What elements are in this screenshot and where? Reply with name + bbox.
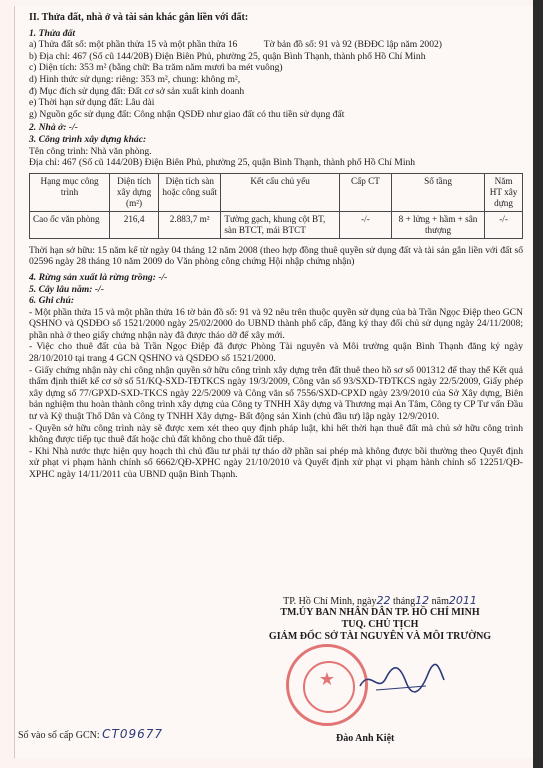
land-use-purpose: đ) Mục đích sử dụng đất: Đất cơ sở sản xuất kinh doanh: [29, 85, 245, 97]
col-header-grade: Cấp CT: [339, 173, 391, 211]
section-title: II. Thửa đất, nhà ở và tài sản khác gắn liền với đất:: [29, 12, 249, 23]
land-address: b) Địa chỉ: 467 (Số cũ 144/20B) Điện Biên Phủ, phường 25, quận Bình Thạnh, thành phố Hồ Chí Minh: [29, 50, 426, 62]
perennial-title: 5. Cây lâu năm: -/-: [29, 283, 104, 295]
col-header-floor-area: Diện tích sàn hoặc công suất: [159, 173, 221, 211]
house-title: 2. Nhà ở: -/-: [29, 122, 78, 134]
place-date-prefix: TP. Hồ Chí Minh, ngày: [283, 596, 377, 607]
col-header-item: Hạng mục công trình: [30, 173, 110, 211]
sign-year: 2011: [448, 594, 477, 607]
note-item-4: - Quyền sở hữu công trình này sẽ được xem xét theo quy định pháp luật, khi hết thời hạn thuê đất mà chủ sở hữu công trình không được tiếp tục thuê đất hoặc chủ đất không cho thuê đất tiếp.: [29, 422, 523, 446]
note-item-3: - Giấy chứng nhận này chỉ công nhận quyền sở hữu công trình xây dựng trên đất thuê theo hồ sơ số 001312 để thay thế Kết quả thẩm định thiết kế cơ sở số 51/KQ-SXD-TĐTKCS ngày 19/3/2009, Công văn số 93/SXD-TĐTKCS ngày 22/5/2009, Giấy phép xây dựng số 77/GPXD-SXD-TKCS ngày 22/5/2009 và Công văn số 7556/SXD-CPXD ngày 23/9/2010 của Sở Xây dựng, Biên bản nghiệm thu hoàn thành công trình xây dựng của Công ty TNHH Xây dựng và Thương mại An Tâm, Công ty CP Tư vấn Đầu tư và Kỹ thuật Thổ Dân và Công ty TNHH Xây dựng- Bất động sản Xinh (chủ đầu tư) lập ngày 12/9/2010.: [29, 364, 523, 423]
cell-build-area: 216,4: [110, 211, 159, 238]
year-word: năm: [431, 596, 449, 607]
register-label: Số vào sổ cấp GCN:: [18, 730, 100, 741]
sign-day: 22: [376, 594, 391, 607]
handwritten-signature: [356, 660, 446, 700]
table-row: [30, 211, 523, 238]
place-date: [250, 594, 510, 607]
sign-month: 12: [415, 594, 430, 607]
works-table-header: [30, 173, 523, 211]
works-title: 3. Công trình xây dựng khác:: [29, 133, 147, 145]
col-header-structure: Kết cấu chủ yếu: [221, 173, 340, 211]
works-table: [29, 173, 523, 239]
director-title: GIÁM ĐỐC SỞ TÀI NGUYÊN VÀ MÔI TRƯỜNG: [268, 631, 492, 642]
land-parcel: [29, 39, 523, 51]
ownership-term: Thời hạn sở hữu: 15 năm kể từ ngày 04 tháng 12 năm 2008 (theo hợp đồng thuê quyền sử dụng đất và tài sản gắn liền với đất số 02596 ngày 28 tháng 10 năm 2009 do Văn phòng công chứng Hội nhập chứng nhận): [29, 244, 523, 268]
register-number: [18, 727, 163, 741]
month-word: tháng: [392, 596, 416, 607]
col-header-build-area: Diện tích xây dựng (m²): [110, 173, 159, 211]
seal-star-icon: ★: [318, 669, 336, 689]
land-area: c) Diện tích: 353 m² (bằng chữ: Ba trăm năm mươi ba mét vuông): [29, 62, 283, 74]
land-map-sheet: Tờ bản đồ số: 91 và 92 (BĐĐC lập năm 2002): [263, 39, 443, 51]
authorization-line: TUQ. CHỦ TỊCH: [341, 619, 419, 630]
cell-year: -/-: [485, 211, 523, 238]
cell-item: Cao ốc văn phòng: [30, 211, 110, 238]
land-use-term: e) Thời hạn sử dụng đất: Lâu dài: [29, 97, 155, 109]
land-parcel-number: a) Thửa đất số: một phần thửa 15 và một phần thửa 16: [29, 39, 238, 51]
forest-title: 4. Rừng sản xuất là rừng trồng: -/-: [29, 271, 168, 283]
col-header-floors: Số tầng: [391, 173, 484, 211]
authority-line: TM.ỦY BAN NHÂN DÂN TP. HỒ CHÍ MINH: [280, 607, 480, 618]
cell-structure: Tường gạch, khung cột BT, sàn BTCT, mái BTCT: [221, 211, 340, 238]
certificate-page: [14, 6, 534, 758]
col-header-year: Năm HT xây dựng: [485, 173, 523, 211]
land-use-form: d) Hình thức sử dụng: riêng: 353 m², chung: không m²,: [29, 73, 241, 85]
land-origin: g) Nguồn gốc sử dụng đất: Công nhận QSDĐ như giao đất có thu tiền sử dụng đất: [29, 108, 345, 120]
register-value: CT09677: [102, 727, 164, 741]
signature-block: [250, 594, 510, 643]
cell-grade: -/-: [339, 211, 391, 238]
cell-floors: 8 + lửng + hầm + sân thượng: [391, 211, 484, 238]
note-item-5: - Khi Nhà nước thực hiện quy hoạch thì chủ đầu tư phải tự tháo dỡ phần sai phép mà không được bồi thường theo Quyết định xử phạt vi phạm hành chính số 6662/QĐ-XPHC ngày 21/10/2010 và Quyết định xử phạt vi phạm hành chính số 12251/QĐ-XPHC ngày 14/11/2011 của UBND quận Bình Thạnh.: [29, 445, 523, 480]
works-address: Địa chỉ: 467 (Số cũ 144/20B) Điện Biên Phủ, phường 25, quận Bình Thạnh, thành phố Hồ Chí Minh: [29, 157, 416, 169]
signer-name: Đào Anh Kiệt: [336, 733, 395, 744]
works-name: Tên công trình: Nhà văn phòng.: [29, 145, 152, 157]
note-item-1: - Một phần thửa 15 và một phần thửa 16 tờ bản đồ số: 91 và 92 nêu trên thuộc quyền sử dụng của bà Trần Ngọc Điệp theo GCN QSHNO và QSDĐO số 1521/2000 ngày 25/02/2000 do UBND thành phố cấp, đăng ký thay đổi chủ sử dụng ngày 24/11/2008; phần nhà ở theo giấy chứng nhận này đã được tháo dỡ để xây mới.: [29, 306, 523, 341]
cell-floor-area: 2.883,7 m²: [159, 211, 221, 238]
land-title: 1. Thửa đất: [29, 27, 75, 39]
notes-title: 6. Ghi chú:: [29, 295, 75, 307]
scan-edge: [533, 0, 543, 768]
note-item-2: - Việc cho thuê đất của bà Trần Ngọc Điệp đã được Phòng Tài nguyên và Môi trường quận Bình Thạnh đăng ký ngày 28/10/2010 tại trang 4 GCN QSHNO và QSDĐO số 1521/2000.: [29, 341, 523, 365]
